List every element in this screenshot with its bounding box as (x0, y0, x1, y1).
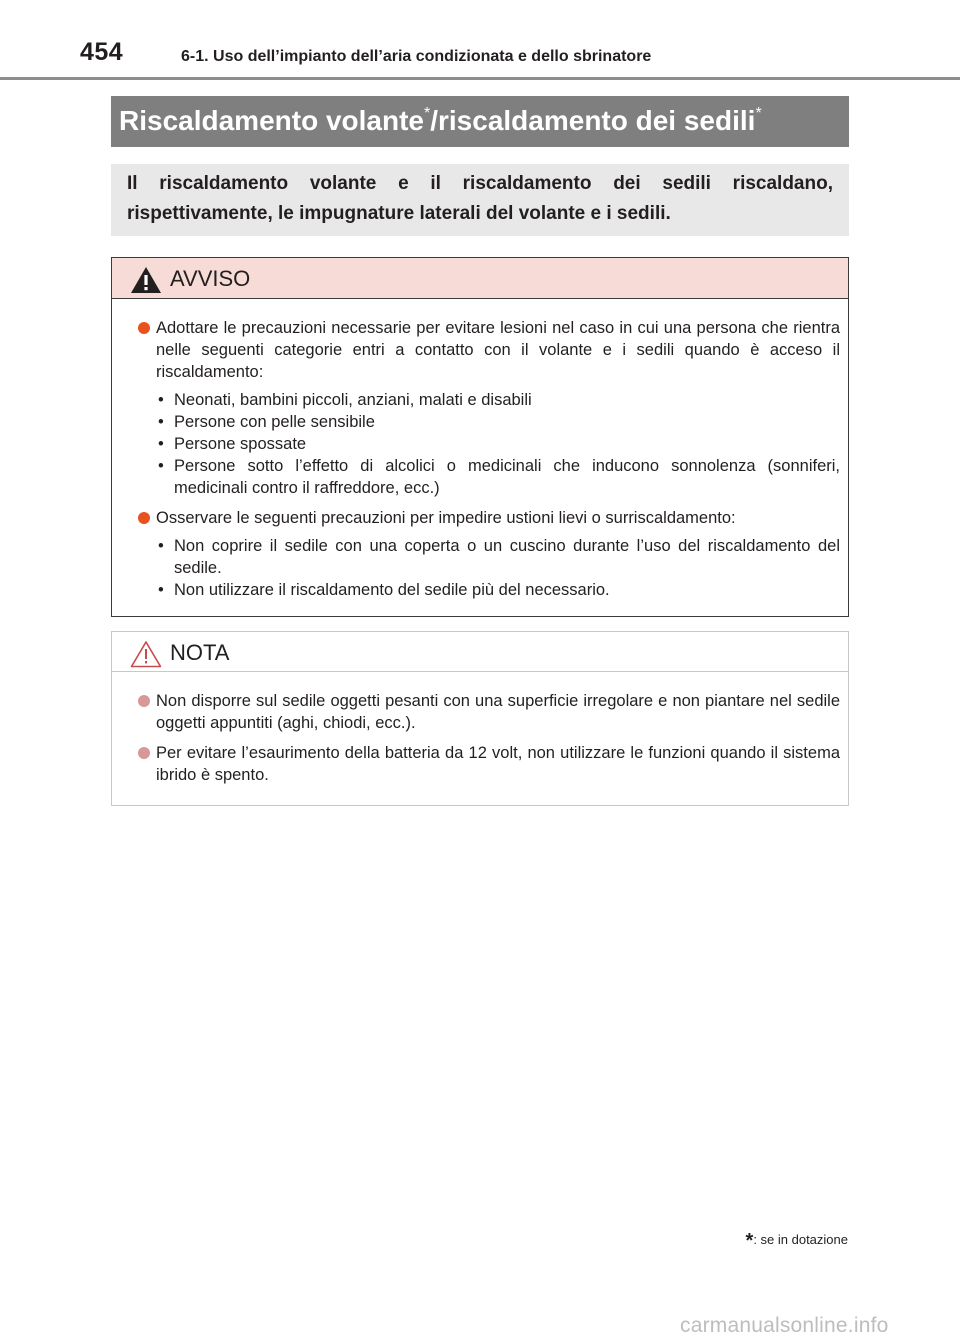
warning-sublist (156, 535, 840, 601)
note-item-text: Non disporre sul sedile oggetti pesanti con una superficie irregolare e non piantare nel sedile oggetti appuntiti (aghi, chiodi, ecc.). (156, 692, 840, 732)
bullet-dot-icon (138, 512, 150, 524)
warning-item-text: Osservare le seguenti precauzioni per impedire ustioni lievi o surriscaldamento: (156, 509, 736, 527)
warning-item (136, 507, 840, 601)
section-title (111, 96, 849, 147)
summary-text: Il riscaldamento volante e il riscaldamento dei sedili riscaldano, rispettivamente, le impugnature laterali del volante e i sedili. (127, 173, 833, 224)
warning-body (112, 299, 848, 601)
warning-subitem: • Persone con pelle sensibile (156, 411, 840, 433)
warning-subitem: • Non coprire il sedile con una coperta o un cuscino durante l’uso del riscaldamento del sedile. (156, 535, 840, 579)
running-head: 6-1. Uso dell’impianto dell’aria condizionata e dello sbrinatore (181, 48, 652, 65)
warning-header (112, 258, 848, 299)
warning-box (111, 257, 849, 617)
bullet-dot-icon (138, 695, 150, 707)
section-title-part2: /riscaldamento dei sedili (430, 105, 756, 136)
note-item (136, 742, 840, 786)
asterisk-mark: * (755, 105, 762, 122)
bullet-dot-icon (138, 322, 150, 334)
footnote-text: : se in dotazione (753, 1232, 848, 1247)
warning-triangle-icon (130, 266, 162, 294)
asterisk-mark: * (423, 105, 431, 122)
warning-subitem: • Persone spossate (156, 433, 840, 455)
footnote-asterisk: * (745, 1230, 754, 1252)
caution-triangle-outline-icon (130, 640, 162, 668)
page-number: 454 (80, 38, 124, 66)
summary-box (111, 164, 849, 236)
bullet-dot-icon (138, 747, 150, 759)
page-header (0, 0, 960, 80)
warning-subitem: • Neonati, bambini piccoli, anziani, malati e disabili (156, 389, 840, 411)
section-title-part1: Riscaldamento volante (119, 105, 424, 136)
footnote (746, 1230, 848, 1253)
warning-sublist (156, 389, 840, 499)
warning-item-text: Adottare le precauzioni necessarie per evitare lesioni nel caso in cui una persona che rientra nelle seguenti categorie entri a contatto con il volante e i sedili quando è acceso il riscaldamento: (156, 319, 840, 381)
warning-item (136, 317, 840, 499)
note-body (112, 672, 848, 786)
warning-subitem: • Persone sotto l’effetto di alcolici o medicinali che inducono sonnolenza (sonniferi, medicinali contro il raffreddore, ecc.) (156, 455, 840, 499)
warning-label: AVVISO (170, 266, 251, 291)
watermark: carmanualsonline.info (680, 1314, 889, 1337)
header-rule (0, 77, 960, 80)
note-item (136, 690, 840, 734)
note-label: NOTA (170, 640, 230, 665)
note-header (112, 632, 848, 672)
warning-subitem: • Non utilizzare il riscaldamento del sedile più del necessario. (156, 579, 840, 601)
note-box (111, 631, 849, 806)
note-item-text: Per evitare l’esaurimento della batteria da 12 volt, non utilizzare le funzioni quando il sistema ibrido è spento. (156, 744, 840, 784)
